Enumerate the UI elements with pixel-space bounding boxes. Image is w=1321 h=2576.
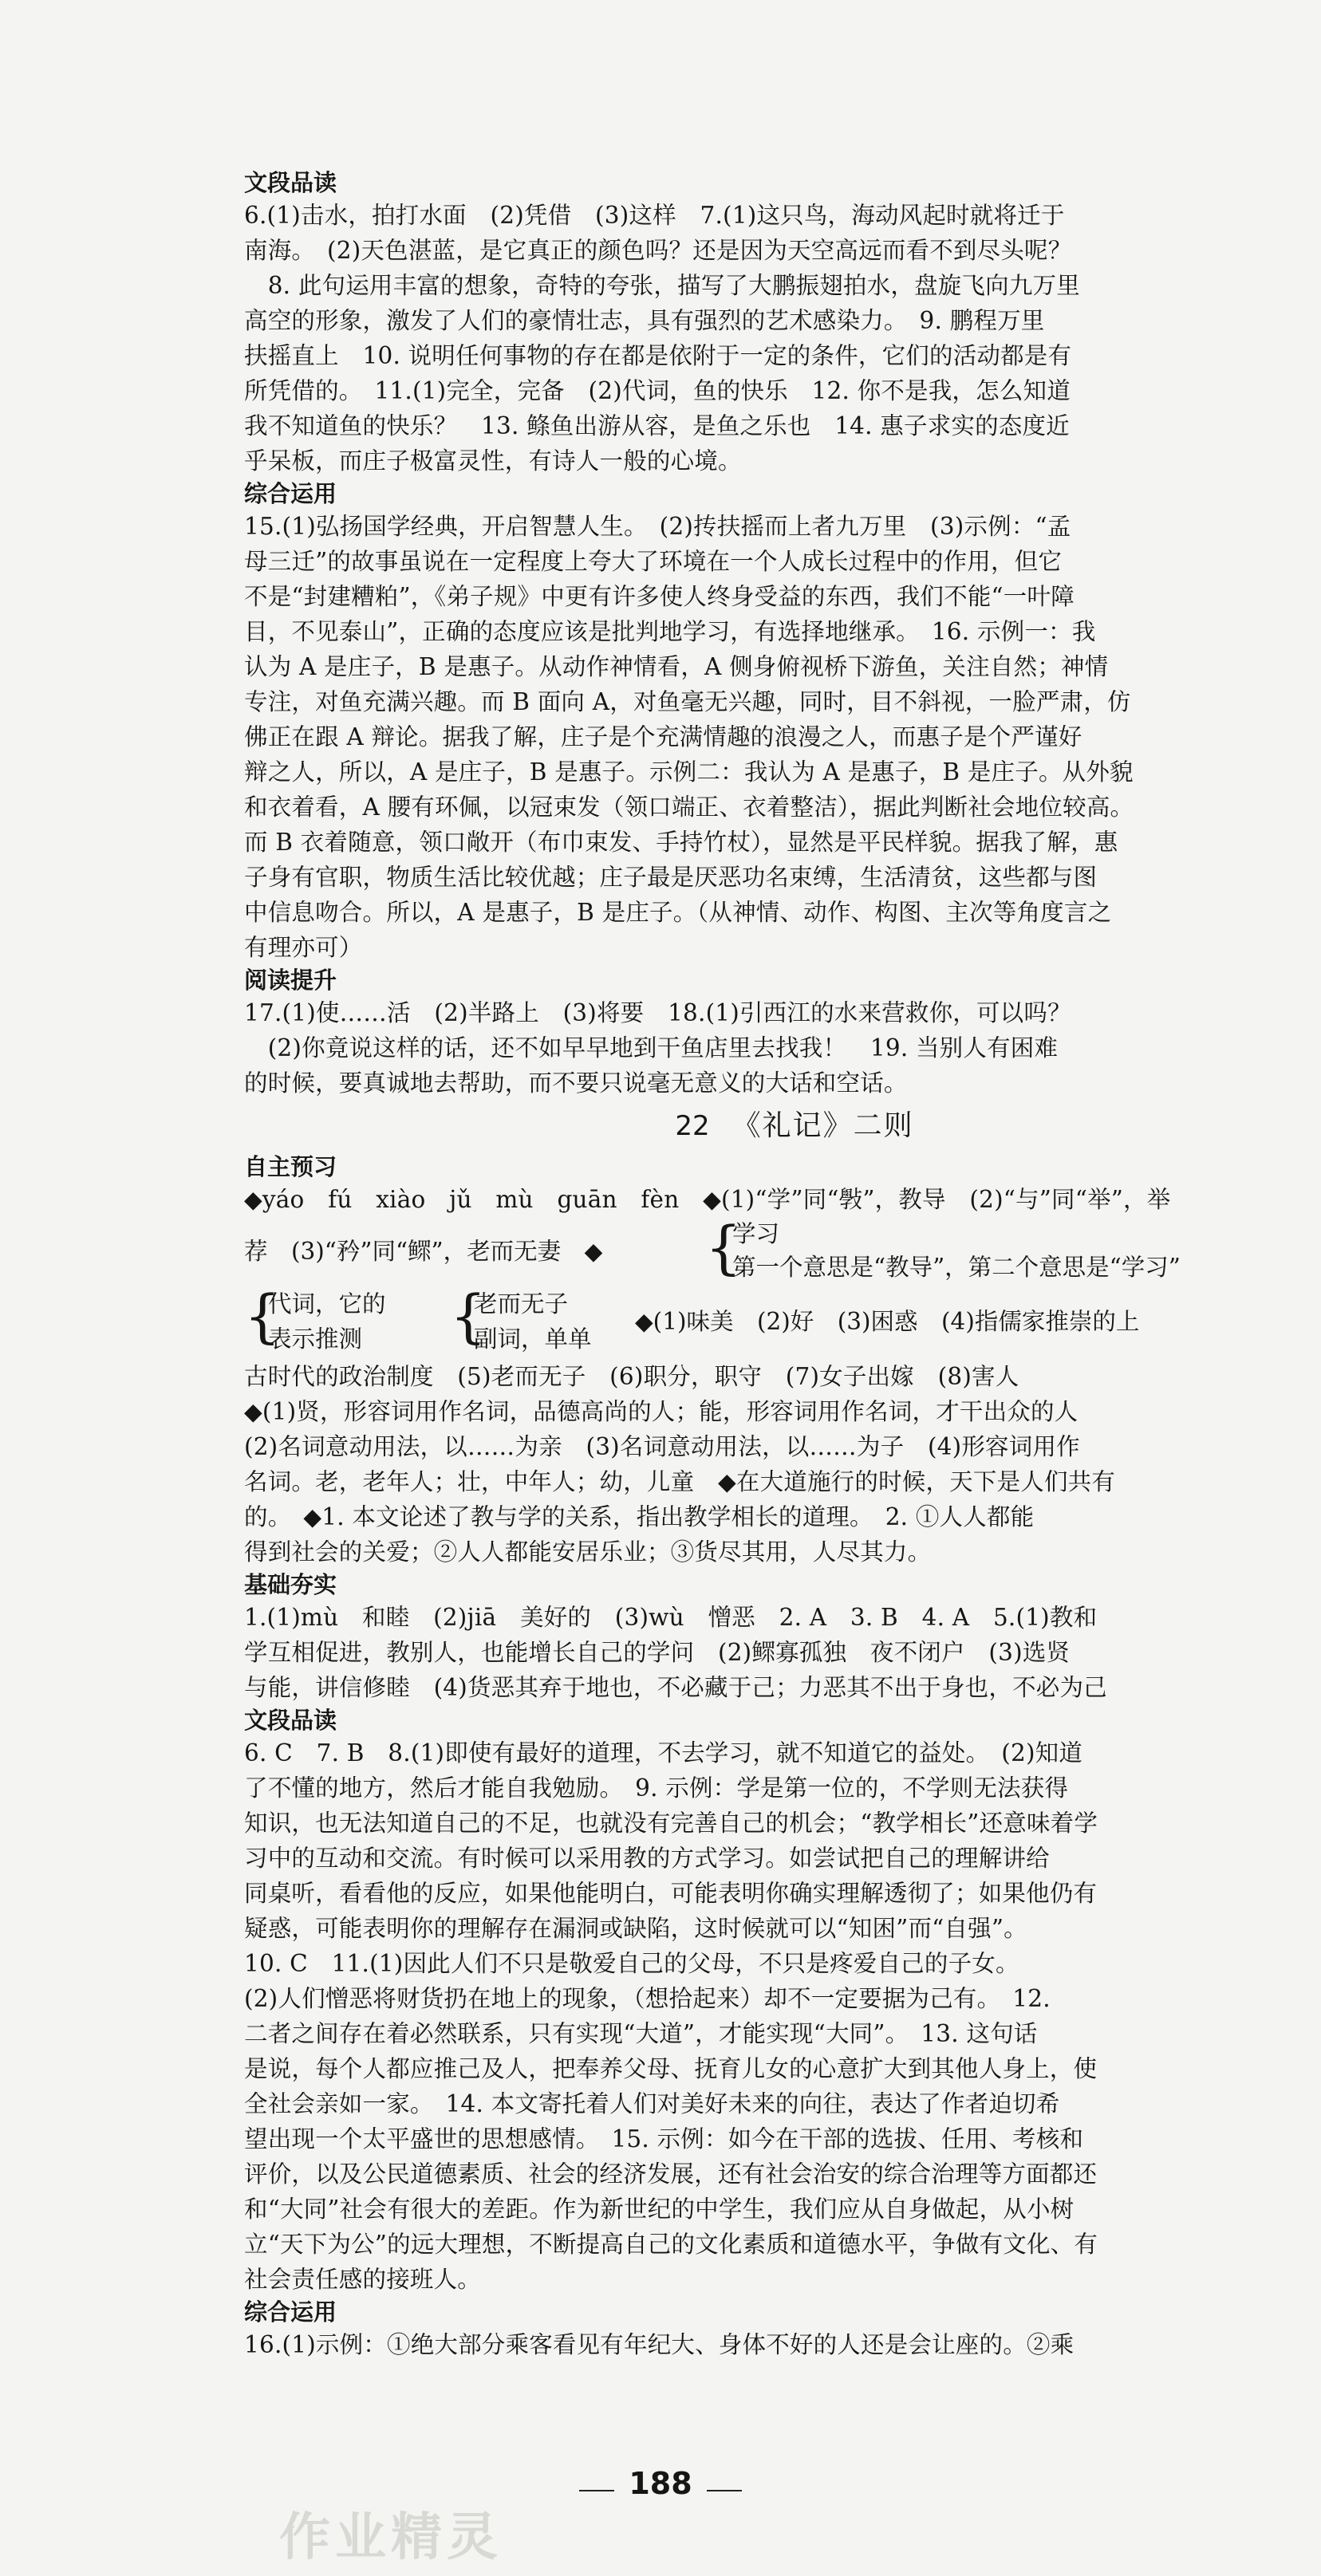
text-line: 佛正在跟 A 辩论。据我了解，庄子是个充满情趣的浪漫之人，而惠子是个严谨好: [244, 723, 1082, 750]
section-heading: 综合运用: [244, 2298, 337, 2326]
text-line: (2)你竟说这样的话，还不如早早地到干鱼店里去找我！ 19. 当别人有困难: [244, 1034, 1059, 1062]
text-line: 南海。 (2)天色湛蓝，是它真正的颜色吗？还是因为天空高远而看不到尽头呢？: [244, 237, 1072, 264]
text-line: 全社会亲如一家。 14. 本文寄托着人们对美好未来的向往，表达了作者迫切希: [244, 2090, 1060, 2117]
text-line: 社会责任感的接班人。: [244, 2266, 482, 2293]
lesson-number: 22: [675, 1110, 710, 1142]
text-line: 扶摇直上 10. 说明任何事物的存在都是依附于一定的条件，它们的活动都是有: [244, 342, 1072, 369]
section-heading: 基础夯实: [244, 1571, 337, 1598]
section-heading: 综合运用: [244, 480, 337, 507]
text-line: 与能，讲信修睦 (4)货恶其弃于地也，不必藏于己；力恶其不出于身也，不必为己: [244, 1674, 1107, 1701]
paragraph: [244, 1600, 1313, 1705]
answer-column: [244, 167, 1313, 2362]
brace-glyph: {: [450, 1282, 487, 1349]
text-line: 评价，以及公民道德素质、社会的经济发展，还有社会治安的综合治理等方面都还: [244, 2160, 1098, 2188]
paragraph: [244, 1735, 1313, 2297]
text-line: 1.(1)mù 和睦 (2)jiā 美好的 (3)wù 憎恶 2. A 3. B 4. A 5.(1)教和: [244, 1604, 1098, 1631]
text-line: 10. C 11.(1)因此人们不只是敬爱自己的父母，不只是疼爱自己的子女。: [244, 1950, 1019, 1977]
paragraph: [244, 198, 1313, 479]
divider: [707, 2490, 742, 2491]
section-heading: 文段品读: [244, 169, 337, 196]
brace-bottom: 副词，单单: [474, 1325, 592, 1353]
page-number: 188: [629, 2466, 692, 2501]
text-line: 15.(1)弘扬国学经典，开启智慧人生。 (2)抟扶摇而上者九万里 (3)示例：“孟: [244, 513, 1071, 540]
text-line: (2)名词意动用法，以……为亲 (3)名词意动用法，以……为子 (4)形容词用作: [244, 1433, 1080, 1460]
brace-group-1: [244, 1214, 1313, 1286]
brace-glyph: {: [705, 1214, 742, 1281]
lesson-title: [276, 1104, 1313, 1148]
text-line: 专注，对鱼充满兴趣。而 B 面向 A，对鱼毫无兴趣，同时，目不斜视，一脸严肃，仿: [244, 688, 1131, 715]
text-line: 有理亦可）: [244, 934, 363, 961]
text-line: 辩之人，所以，A 是庄子，B 是惠子。示例二：我认为 A 是惠子，B 是庄子。从外貌: [244, 758, 1134, 786]
text-line: 和“大同”社会有很大的差距。作为新世纪的中学生，我们应从自身做起，从小树: [244, 2196, 1075, 2223]
text-line: 同桌听，看看他的反应，如果他能明白，可能表明你确实理解透彻了；如果他仍有: [244, 1880, 1098, 1907]
brace-bottom: 表示推测: [268, 1325, 363, 1353]
text-line: 17.(1)使……活 (2)半路上 (3)将要 18.(1)引西江的水来营救你，可以吗？: [244, 999, 1071, 1026]
text-line: 望出现一个太平盛世的思想感情。 15. 示例：如今在干部的选拔、任用、考核和: [244, 2125, 1084, 2153]
text-line: 不是“封建糟粕”，《弟子规》中更有许多使人终身受益的东西，我们不能“一叶障: [244, 583, 1075, 610]
text-fragment: ◆(1)味美 (2)好 (3)困惑 (4)指儒家推崇的上: [635, 1308, 1140, 1335]
text-line: ◆(1)贤，形容词用作名词，品德高尚的人；能，形容词用作名词，才干出众的人: [244, 1398, 1078, 1425]
brace-top: 学习: [732, 1220, 780, 1247]
paragraph: [244, 2327, 1313, 2362]
text-line: 我不知道鱼的快乐？ 13. 鲦鱼出游从容，是鱼之乐也 14. 惠子求实的态度近: [244, 412, 1070, 439]
paragraph: [244, 1359, 1313, 1570]
text-line: 中信息吻合。所以，A 是惠子，B 是庄子。（从神情、动作、构图、主次等角度言之: [244, 899, 1112, 926]
divider: [579, 2490, 614, 2491]
text-line: 6. C 7. B 8.(1)即使有最好的道理，不去学习，就不知道它的益处。 (2)知道: [244, 1739, 1083, 1767]
text-line: 名词。老，老年人；壮，中年人；幼，儿童 ◆在大道施行的时候，天下是人们共有: [244, 1468, 1116, 1495]
text-line: ◆yáo fú xiào jǔ mù guān fèn ◆(1)“学”同“斅”，教导 (2)“与”同“举”，举: [244, 1186, 1171, 1213]
text-line: 的。 ◆1. 本文论述了教与学的关系，指出教学相长的道理。 2. ①人人都能: [244, 1503, 1035, 1530]
text-line: 认为 A 是庄子，B 是惠子。从动作神情看，A 侧身俯视桥下游鱼，关注自然；神情: [244, 653, 1109, 680]
brace-top: 老而无子: [474, 1290, 569, 1318]
page-number-footer: [0, 2466, 1321, 2501]
text-line: 所凭借的。 11.(1)完全，完备 (2)代词，鱼的快乐 12. 你不是我，怎么知道: [244, 377, 1071, 404]
watermark: 作业精灵: [279, 2508, 503, 2567]
text-line: 子身有官职，物质生活比较优越；庄子最是厌恶功名束缚，生活清贫，这些都与图: [244, 864, 1098, 891]
text-line: 学互相促进，教别人，也能增长自己的学问 (2)鳏寡孤独 夜不闭户 (3)选贤: [244, 1639, 1071, 1666]
text-line: 是说，每个人都应推己及人，把奉养父母、抚育儿女的心意扩大到其他人身上，使: [244, 2055, 1098, 2082]
text-line: 而 B 衣着随意，领口敞开（布巾束发、手持竹杖），显然是平民样貌。据我了解，惠: [244, 829, 1118, 856]
text-line: 得到社会的关爱；②人人都能安居乐业；③货尽其用，人尽其力。: [244, 1538, 932, 1566]
text-line: 16.(1)示例：①绝大部分乘客看见有年纪大、身体不好的人还是会让座的。②乘: [244, 2331, 1075, 2358]
lesson-name: 《礼记》二则: [731, 1109, 914, 1142]
paragraph: [244, 509, 1313, 965]
brace-bottom: 第一个意思是“教导”，第二个意思是“学习”: [732, 1254, 1181, 1281]
text-line: (2)人们憎恶将财货扔在地上的现象，（想拾起来）却不一定要据为己有。 12.: [244, 1985, 1051, 2012]
section-heading: 自主预习: [244, 1153, 337, 1180]
text-line: 知识，也无法知道自己的不足，也就没有完善自己的机会；“教学相长”还意味着学: [244, 1810, 1098, 1837]
text-line: 的时候，要真诚地去帮助，而不要只说毫无意义的大话和空话。: [244, 1069, 908, 1097]
text-line: 高空的形象，激发了人们的豪情壮志，具有强烈的艺术感染力。 9. 鹏程万里: [244, 307, 1045, 334]
text-fragment: 荐 (3)“矜”同“鳏”，老而无妻 ◆: [244, 1238, 603, 1265]
text-line: 乎呆板，而庄子极富灵性，有诗人一般的心境。: [244, 447, 742, 475]
brace-group-2: [244, 1282, 1313, 1359]
brace-glyph: {: [244, 1282, 281, 1349]
text-line: 古时代的政治制度 (5)老而无子 (6)职分，职守 (7)女子出嫁 (8)害人: [244, 1363, 1019, 1390]
text-line: 目，不见泰山”，正确的态度应该是批判地学习，有选择地继承。 16. 示例一：我: [244, 618, 1096, 645]
section-heading: 阅读提升: [244, 967, 337, 994]
text-line: 6.(1)击水，拍打水面 (2)凭借 (3)这样 7.(1)这只鸟，海动风起时就将迁于: [244, 202, 1065, 229]
text-line: 立“天下为公”的远大理想，不断提高自己的文化素质和道德水平，争做有文化、有: [244, 2231, 1098, 2258]
text-line: 二者之间存在着必然联系，只有实现“大道”，才能实现“大同”。 13. 这句话: [244, 2020, 1038, 2047]
text-line: 疑惑，可能表明你的理解存在漏洞或缺陷，这时候就可以“知困”而“自强”。: [244, 1915, 1027, 1942]
text-line: 8. 此句运用丰富的想象，奇特的夸张，描写了大鹏振翅拍水，盘旋飞向九万里: [244, 272, 1080, 299]
text-line: 了不懂的地方，然后才能自我勉励。 9. 示例：学是第一位的，不学则无法获得: [244, 1774, 1069, 1802]
section-heading: 文段品读: [244, 1707, 337, 1734]
brace-top: 代词，它的: [268, 1290, 386, 1318]
text-line: 习中的互动和交流。有时候可以采用教的方式学习。如尝试把自己的理解讲给: [244, 1845, 1050, 1872]
text-line: 和衣着看，A 腰有环佩，以冠束发（领口端正、衣着整洁），据此判断社会地位较高。: [244, 794, 1134, 821]
text-line: 母三迁”的故事虽说在一定程度上夸大了环境在一个人成长过程中的作用，但它: [244, 548, 1063, 575]
paragraph: [244, 995, 1313, 1101]
